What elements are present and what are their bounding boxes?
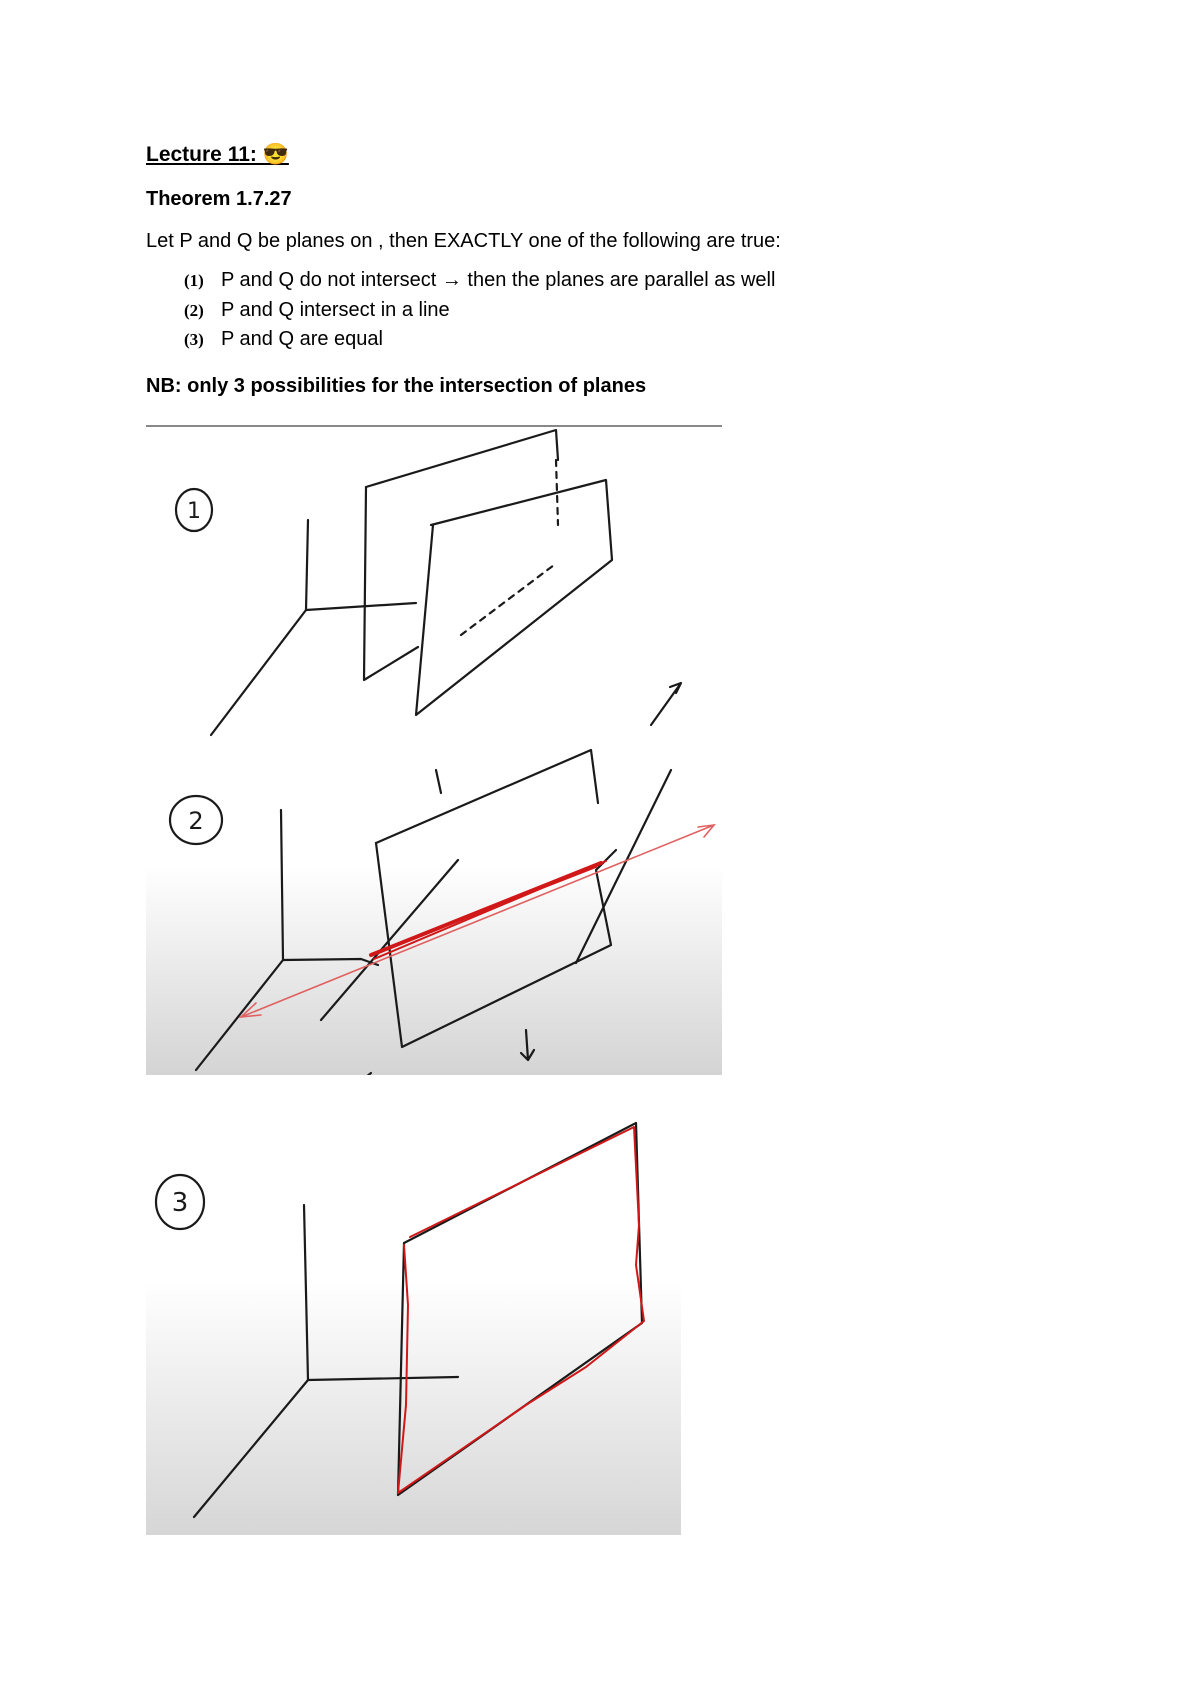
list-text: P and Q do not intersect → then the planes are parallel as well bbox=[221, 269, 776, 291]
label-2: 2 bbox=[188, 807, 204, 835]
list-number: (1) bbox=[184, 271, 204, 290]
shaded-background bbox=[146, 865, 722, 1075]
label-3: 3 bbox=[171, 1188, 189, 1218]
list-item bbox=[146, 325, 1046, 355]
front-plane bbox=[416, 480, 612, 715]
nb-note: NB: only 3 possibilities for the intersection of planes bbox=[146, 374, 647, 397]
parallel-and-intersecting-planes-sketch bbox=[146, 425, 722, 1075]
list-number: (2) bbox=[184, 300, 204, 320]
list-item bbox=[146, 266, 1046, 296]
list-item bbox=[146, 296, 1046, 326]
case-list bbox=[146, 266, 1046, 355]
list-text: P and Q intersect in a line bbox=[221, 298, 450, 321]
equal-planes-sketch bbox=[146, 1105, 681, 1535]
lecture-title: Lecture 11: 😎 bbox=[146, 143, 289, 166]
theorem-statement: Let P and Q be planes on , then EXACTLY one of the following are true: bbox=[146, 230, 781, 252]
axis-horizontal bbox=[306, 603, 416, 610]
vertical-plane-top bbox=[376, 750, 598, 843]
shaded-background bbox=[146, 1280, 681, 1535]
hidden-edge bbox=[461, 565, 554, 635]
label-1: 1 bbox=[187, 499, 201, 524]
list-text: P and Q are equal bbox=[221, 328, 383, 350]
back-plane-left bbox=[364, 487, 418, 680]
back-plane-top bbox=[366, 430, 558, 487]
sketch-parallel-planes bbox=[176, 430, 681, 735]
up-tick bbox=[436, 770, 441, 793]
axis-lines bbox=[211, 520, 308, 735]
theorem-heading: Theorem 1.7.27 bbox=[146, 188, 292, 210]
lecture-notes bbox=[146, 140, 1046, 401]
arrow-hint bbox=[651, 683, 681, 725]
divider-line bbox=[146, 425, 722, 427]
list-number: (3) bbox=[184, 330, 204, 349]
